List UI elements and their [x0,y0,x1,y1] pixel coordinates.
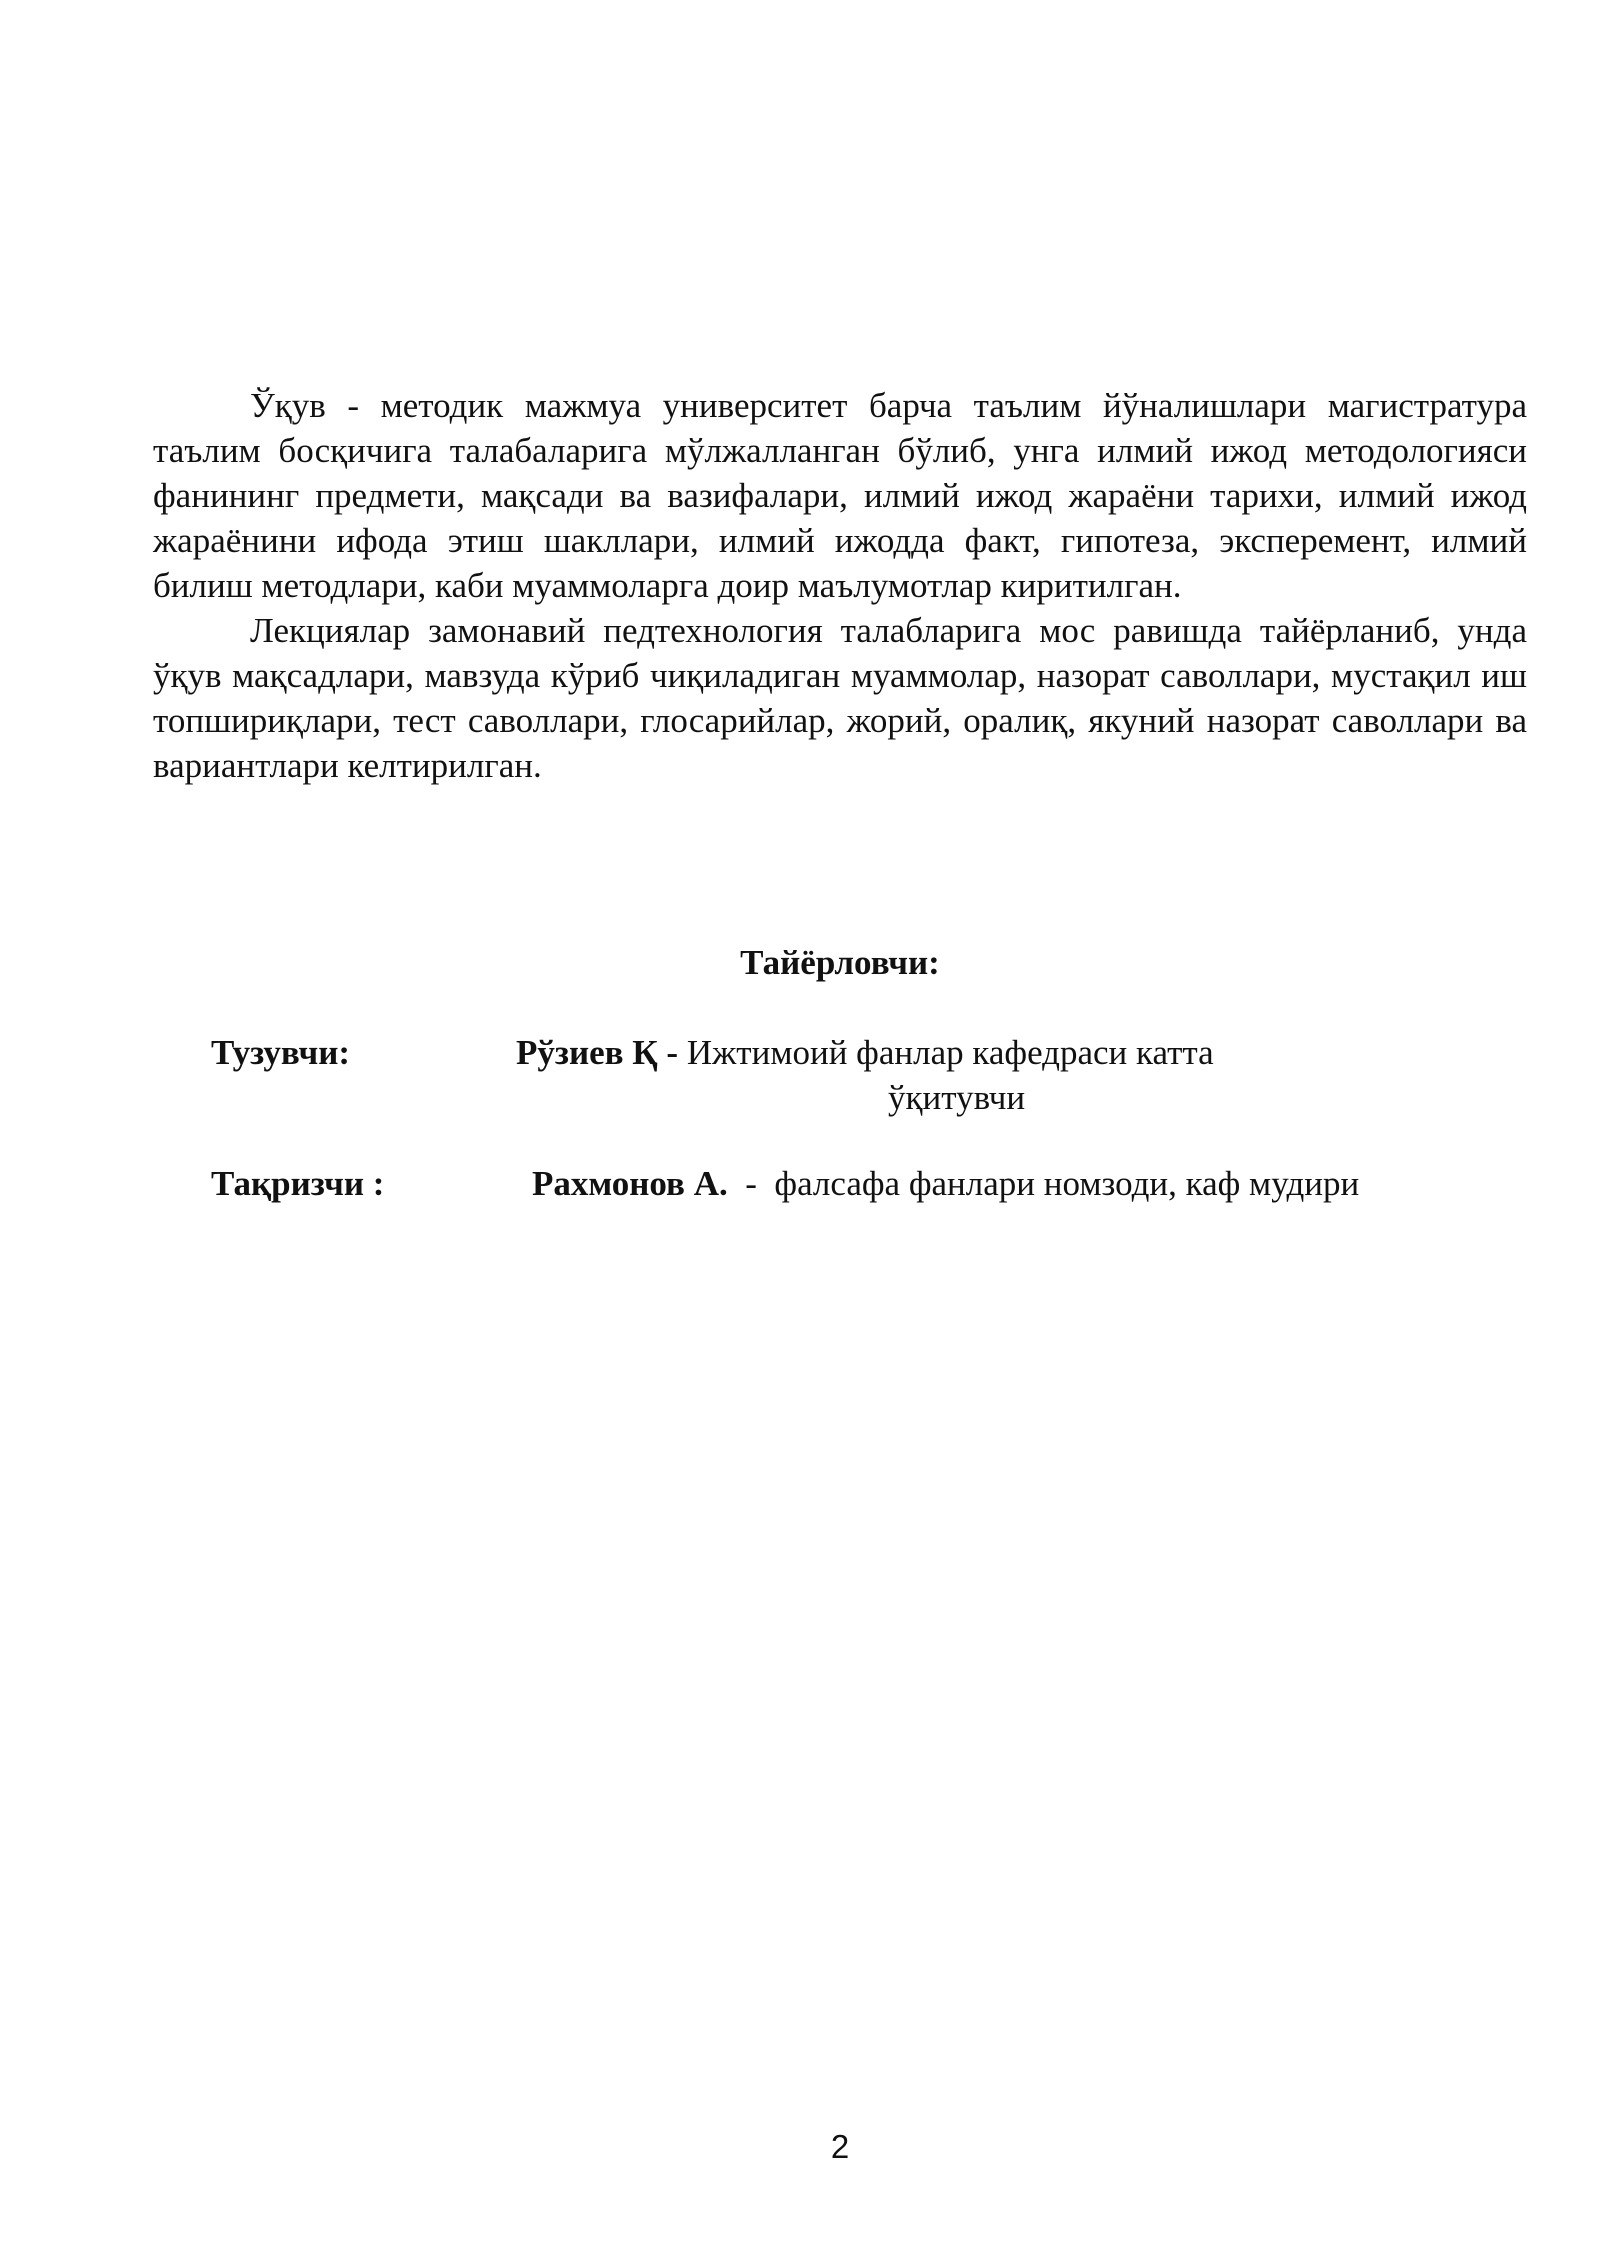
author-position-line-2: ўқитувчи [888,1078,1026,1117]
reviewer-role-label: Тақризчи : [211,1164,385,1203]
author-role-label: Тузувчи: [211,1033,351,1072]
reviewer-position: - фалсафа фанлари номзоди, каф мудири [727,1164,1360,1203]
reviewer-name: Рахмонов А. [532,1164,728,1203]
intro-paragraph: Ўқув - методик мажмуа университет барча таълим йўналишлари магистратура таълим босқичига талабаларига мўлжалланган бўлиб, унга илмий ижод методологияси фанининг предмети, мақсади ва вазифалари, илмий ижод жараёни тарихи, илмий ижод жараёнини ифода этиш шакллари, илмий ижодда факт, гипотеза, эксперемент, илмий билиш методлари, каби муаммоларга доир маълумотлар киритилган. [153,386,1527,605]
prepared-by-heading: Тайёрловчи: [740,943,940,982]
author-name: Рўзиев Қ - [516,1033,679,1072]
document-body [153,383,1527,788]
lectures-paragraph: Лекциялар замонавий педтехнология талабларига мос равишда тайёрланиб, унда ўқув мақсадлари, мавзуда кўриб чиқиладиган муаммолар, назорат саволлари, мустақил иш топшириқлари, тест саволлари, глосарийлар, жорий, оралиқ, якуний назорат саволлари ва вариантлари келтирилган. [153,611,1527,785]
page-number: 2 [830,2128,850,2165]
author-line [516,1030,1214,1075]
reviewer-line [532,1161,1359,1206]
author-position-line-1: Ижтимоий фанлар кафедраси катта [678,1033,1214,1072]
